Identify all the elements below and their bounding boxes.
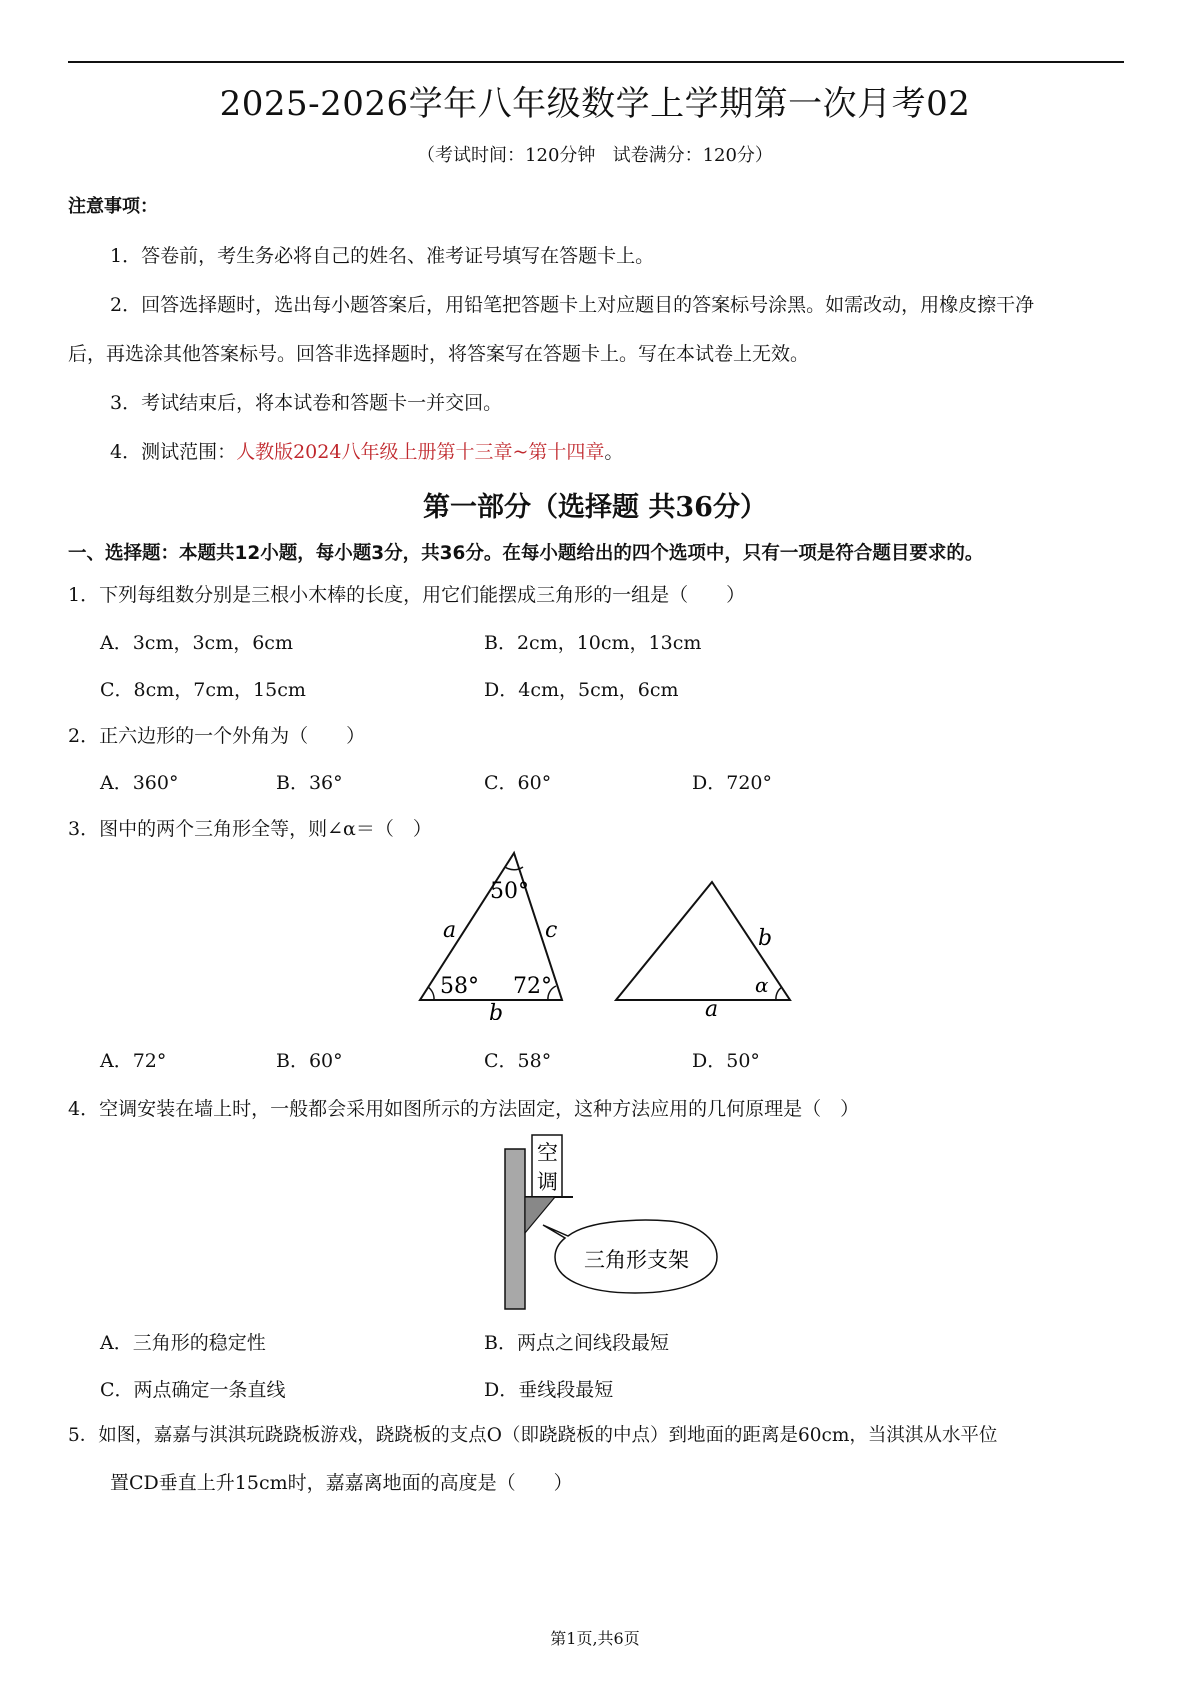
- full-score: 试卷满分：120分）: [612, 145, 773, 166]
- ac-char-1: 空: [537, 1141, 558, 1165]
- page-footer: 第1页,共6页: [550, 1629, 640, 1648]
- q1-option-a: A．3cm，3cm，6cm: [100, 632, 293, 654]
- q3-option-a: A．72°: [100, 1050, 167, 1072]
- q4-air-conditioner-figure: [495, 1133, 730, 1313]
- q2-option-b: B．36°: [276, 772, 343, 794]
- notice-item-4: [110, 437, 623, 464]
- q2-stem: 2．正六边形的一个外角为（ ）: [68, 725, 366, 747]
- triangle-2-alpha-label: α: [755, 973, 769, 997]
- q5-stem-line-2: 置CD垂直上升15cm时，嘉嘉离地面的高度是（ ）: [110, 1472, 573, 1494]
- wall: [505, 1149, 525, 1309]
- notice-item-4-prefix: 4．测试范围：: [110, 441, 237, 463]
- q1-option-c: C．8cm，7cm，15cm: [100, 679, 306, 701]
- q3-option-d: D．50°: [692, 1050, 760, 1072]
- notice-item-1: 1．答卷前，考生务必将自己的姓名、准考证号填写在答题卡上。: [110, 245, 655, 267]
- exam-time: （考试时间：120分钟: [417, 145, 596, 166]
- q5-stem-line-1: 5．如图，嘉嘉与淇淇玩跷跷板游戏，跷跷板的支点O（即跷跷板的中点）到地面的距离是60cm，当淇淇从水平位: [68, 1425, 998, 1446]
- q4-option-a: A．三角形的稳定性: [100, 1332, 266, 1354]
- test-scope: 人教版2024八年级上册第十三章~第十四章: [236, 441, 605, 463]
- triangle-2-side-b: b: [758, 926, 773, 951]
- q4-option-d: D．垂线段最短: [484, 1379, 614, 1401]
- bubble-text: 三角形支架: [584, 1248, 689, 1272]
- notice-item-3: 3．考试结束后，将本试卷和答题卡一并交回。: [110, 392, 503, 414]
- q2-option-c: C．60°: [484, 772, 552, 794]
- triangle-1-top-angle-label: 50°: [490, 879, 529, 904]
- section-title: 第一部分（选择题 共36分）: [423, 492, 767, 523]
- section-description: 一、选择题：本题共12小题，每小题3分，共36分。在每小题给出的四个选项中，只有一项是符合题目要求的。: [68, 543, 984, 564]
- q3-triangles-figure: [400, 845, 810, 1020]
- q2-option-d: D．720°: [692, 772, 772, 794]
- triangle-1-side-b: b: [489, 1001, 504, 1020]
- q3-option-c: C．58°: [484, 1050, 552, 1072]
- q1-option-d: D．4cm，5cm，6cm: [484, 679, 679, 701]
- triangle-1-left-angle-label: 58°: [440, 974, 479, 999]
- triangle-1-right-angle-label: 72°: [513, 974, 552, 999]
- q1-stem: 1．下列每组数分别是三根小木棒的长度，用它们能摆成三角形的一组是（ ）: [68, 584, 746, 606]
- triangle-1-side-c: c: [545, 918, 558, 943]
- exam-title: 2025-2026学年八年级数学上学期第一次月考02: [219, 84, 971, 124]
- q2-option-a: A．360°: [100, 772, 179, 794]
- q4-option-c: C．两点确定一条直线: [100, 1379, 286, 1401]
- notice-item-4-suffix: 。: [604, 441, 624, 463]
- q3-option-b: B．60°: [276, 1050, 343, 1072]
- triangle-1-side-a: a: [443, 918, 457, 943]
- notice-heading: 注意事项：: [68, 196, 158, 217]
- q4-stem: 4．空调安装在墙上时，一般都会采用如图所示的方法固定，这种方法应用的几何原理是（ ）: [68, 1098, 860, 1120]
- notice-item-2-line-1: 2．回答选择题时，选出每小题答案后，用铅笔把答题卡上对应题目的答案标号涂黑。如需改动，用橡皮擦干净: [110, 294, 1035, 316]
- q3-stem: 3．图中的两个三角形全等，则∠α＝（ ）: [68, 818, 432, 840]
- q1-option-b: B．2cm，10cm，13cm: [484, 632, 702, 654]
- top-rule: [68, 61, 1124, 63]
- ac-char-2: 调: [537, 1170, 558, 1194]
- triangle-2-alpha-arc: [776, 987, 782, 1000]
- notice-item-2-line-2: 后，再选涂其他答案标号。回答非选择题时，将答案写在答题卡上。写在本试卷上无效。: [68, 343, 810, 365]
- exam-subtitle: [0, 141, 1190, 167]
- q4-option-b: B．两点之间线段最短: [484, 1332, 669, 1354]
- triangle-2-side-a: a: [705, 997, 719, 1020]
- triangle-1-left-angle-arc: [428, 987, 434, 1000]
